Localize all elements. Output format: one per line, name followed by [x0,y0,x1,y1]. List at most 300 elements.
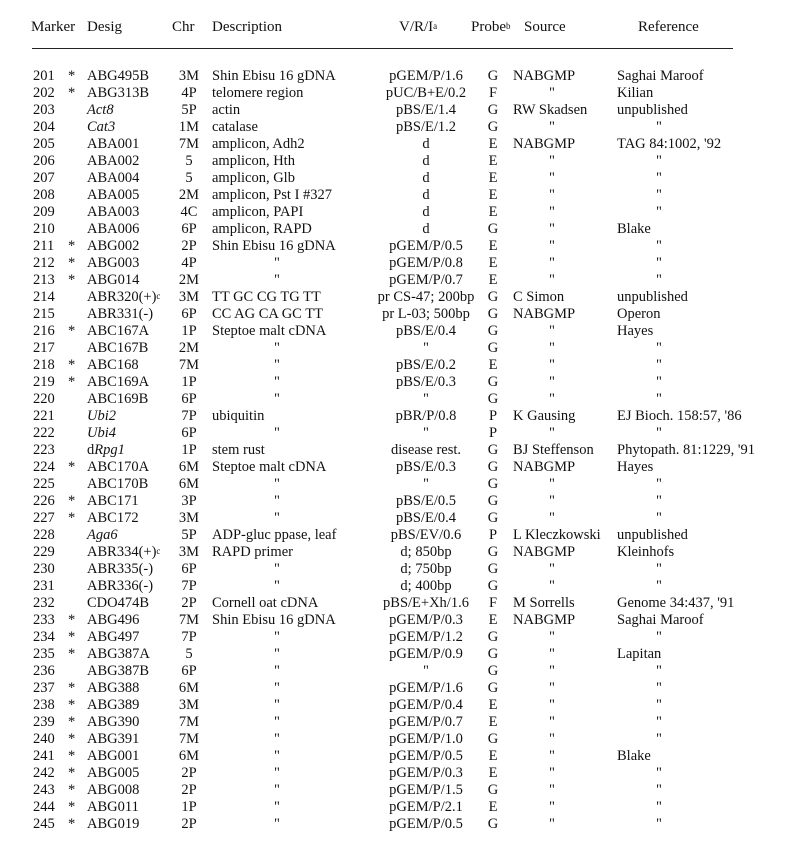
probe-type: G [487,731,499,747]
marker-number: 221 [33,408,55,424]
probe-type: P [488,425,498,441]
vector-restriction-insert: pGEM/P/1.6 [389,68,463,84]
reference: " [656,714,662,730]
source: " [549,765,555,781]
probe-type: P [488,527,498,543]
marker-number: 217 [33,340,55,356]
reference: Phytopath. 81:1229, '91 [617,442,755,458]
marker-number: 234 [33,629,55,645]
vri-label: V/R/I [399,19,434,35]
designation [87,153,139,170]
designation-name: ABG497 [87,629,140,645]
marker-number: 242 [33,765,55,781]
marker-number: 205 [33,136,55,152]
reference: EJ Bioch. 158:57, '86 [617,408,742,424]
description: amplicon, Hth [212,153,295,169]
description: " [274,748,280,764]
designation-name: Act8 [87,102,114,118]
probe-type: G [487,391,499,407]
source: " [549,374,555,390]
core-marker-asterisk: * [68,731,76,747]
description: catalase [212,119,258,135]
marker-number: 210 [33,221,55,237]
vector-restriction-insert: pGEM/P/0.8 [389,255,463,271]
marker-number: 204 [33,119,55,135]
designation [87,765,139,782]
description: ubiquitin [212,408,265,424]
designation-name: ABG005 [87,765,140,781]
vector-restriction-insert: " [423,425,429,441]
chromosome: 4P [181,85,197,101]
vector-restriction-insert: " [423,340,429,356]
vector-restriction-insert: pr CS-47; 200bp [377,289,475,305]
reference: Blake [617,221,651,237]
chromosome: 3M [178,510,200,526]
marker-number: 208 [33,187,55,203]
table-row [0,391,800,408]
chromosome: 1M [178,119,200,135]
designation [87,357,139,374]
table-row [0,459,800,476]
description: " [274,680,280,696]
table-row [0,680,800,697]
core-marker-asterisk: * [68,85,76,101]
vector-restriction-insert: pGEM/P/0.5 [389,238,463,254]
designation-name: ABR335(-) [87,561,154,577]
source: " [549,272,555,288]
reference: " [656,697,662,713]
chromosome: 6P [181,221,197,237]
table-row [0,85,800,102]
designation-name: ABG389 [87,697,140,713]
source: NABGMP [513,612,576,628]
designation-name: ABA004 [87,170,140,186]
vector-restriction-insert: " [423,391,429,407]
reference: Kleinhofs [617,544,675,560]
vector-restriction-insert: pBS/E/1.4 [395,102,457,118]
designation [87,612,139,629]
description: " [274,340,280,356]
source: NABGMP [513,306,576,322]
vector-restriction-insert: " [423,663,429,679]
source: NABGMP [513,136,576,152]
source: K Gausing [513,408,576,424]
reference: " [656,561,662,577]
chromosome: 3M [178,289,200,305]
core-marker-asterisk: * [68,799,76,815]
table-row [0,731,800,748]
table-row [0,408,800,425]
designation-footnote-mark: c [156,291,161,301]
core-marker-asterisk: * [68,255,76,271]
description: " [274,646,280,662]
col-header-description: Description [212,19,282,35]
designation [87,459,149,476]
core-marker-asterisk: * [68,748,76,764]
reference: Hayes [617,323,654,339]
description: " [274,255,280,271]
marker-number: 237 [33,680,55,696]
vector-restriction-insert: pBS/E/0.3 [395,374,457,390]
description: telomere region [212,85,304,101]
probe-type: G [487,663,499,679]
description: ADP-gluc ppase, leaf [212,527,337,543]
designation [87,527,118,544]
designation-name: Aga6 [87,527,118,543]
table-row [0,306,800,323]
table-row [0,323,800,340]
vector-restriction-insert: d [422,204,430,220]
source: NABGMP [513,68,576,84]
vector-restriction-insert: pGEM/P/0.3 [389,612,463,628]
description: " [274,731,280,747]
chromosome: 7M [178,136,200,152]
probe-type: G [487,646,499,662]
description: Steptoe malt cDNA [212,323,327,339]
core-marker-asterisk: * [68,646,76,662]
marker-number: 214 [33,289,55,305]
core-marker-asterisk: * [68,697,76,713]
core-marker-asterisk: * [68,459,76,475]
probe-type: G [487,442,499,458]
core-marker-asterisk: * [68,374,76,390]
vector-restriction-insert: pGEM/P/1.5 [389,782,463,798]
marker-number: 229 [33,544,55,560]
marker-number: 206 [33,153,55,169]
designation [87,102,114,119]
designation [87,816,139,833]
chromosome: 2M [178,187,200,203]
chromosome: 7M [178,714,200,730]
vector-restriction-insert: pGEM/P/0.7 [389,714,463,730]
probe-type: G [487,816,499,832]
source: M Sorrells [513,595,575,611]
reference: unpublished [617,527,688,543]
marker-number: 219 [33,374,55,390]
marker-number: 231 [33,578,55,594]
description: amplicon, PAPI [212,204,304,220]
designation [87,561,153,578]
chromosome: 1P [181,323,197,339]
designation [87,442,125,459]
probe-type: E [488,697,498,713]
marker-number: 209 [33,204,55,220]
description: amplicon, Glb [212,170,295,186]
table-row [0,238,800,255]
probe-type: E [488,170,498,186]
source: " [549,663,555,679]
reference: " [656,731,662,747]
designation [87,340,148,357]
reference: Blake [617,748,651,764]
core-marker-asterisk: * [68,323,76,339]
probe-label: Probe [471,19,506,35]
designation [87,799,139,816]
core-marker-asterisk: * [68,680,76,696]
col-header-marker: Marker [31,19,76,35]
designation [87,697,139,714]
table-row [0,697,800,714]
designation-name: ABC170B [87,476,149,492]
vector-restriction-insert: pBR/P/0.8 [395,408,457,424]
probe-type: F [488,595,498,611]
designation-name: ABC167B [87,340,149,356]
designation [87,255,139,272]
designation [87,680,139,697]
designation-name: ABG001 [87,748,140,764]
marker-number: 215 [33,306,55,322]
chromosome: 5 [185,646,193,662]
chromosome: 6M [178,459,200,475]
source: " [549,85,555,101]
core-marker-asterisk: * [68,357,76,373]
chromosome: 7P [181,629,197,645]
chromosome: 7P [181,408,197,424]
reference: Operon [617,306,661,322]
designation-name: ABG388 [87,680,140,696]
vector-restriction-insert: pGEM/P/1.2 [389,629,463,645]
marker-number: 202 [33,85,55,101]
chromosome: 3M [178,68,200,84]
reference: " [656,578,662,594]
description: stem rust [212,442,265,458]
vector-restriction-insert: pr L-03; 500bp [382,306,470,322]
description: " [274,391,280,407]
vector-restriction-insert: pGEM/P/0.7 [389,272,463,288]
reference: " [656,425,662,441]
reference: Saghai Maroof [617,68,704,84]
core-marker-asterisk: * [68,782,76,798]
vector-restriction-insert: pGEM/P/0.5 [389,816,463,832]
reference: " [656,357,662,373]
table-row [0,204,800,221]
designation-name: ABG019 [87,816,140,832]
table-row [0,221,800,238]
description: " [274,374,280,390]
probe-type: E [488,714,498,730]
source: " [549,391,555,407]
description: " [274,357,280,373]
marker-number: 245 [33,816,55,832]
table-row [0,153,800,170]
designation-name: ABC172 [87,510,139,526]
table-row [0,646,800,663]
description: Cornell oat cDNA [212,595,319,611]
source: " [549,119,555,135]
marker-number: 240 [33,731,55,747]
col-header-chr: Chr [172,19,195,35]
chromosome: 2P [181,765,197,781]
designation-name: ABG014 [87,272,140,288]
source: RW Skadsen [513,102,588,118]
probe-type: G [487,102,499,118]
description: " [274,476,280,492]
marker-number: 224 [33,459,55,475]
reference: " [656,680,662,696]
designation [87,425,116,442]
designation-name: ABG003 [87,255,140,271]
description: amplicon, Pst I #327 [212,187,333,203]
table-row [0,272,800,289]
chromosome: 1P [181,799,197,815]
designation-name: ABG313B [87,85,150,101]
description: Steptoe malt cDNA [212,459,327,475]
source: " [549,493,555,509]
vector-restriction-insert: pGEM/P/0.3 [389,765,463,781]
designation [87,85,149,102]
table-row [0,714,800,731]
vector-restriction-insert: pGEM/P/0.4 [389,697,463,713]
designation [87,323,149,340]
designation [87,119,115,136]
table-row [0,799,800,816]
description: Shin Ebisu 16 gDNA [212,68,336,84]
designation [87,221,139,238]
probe-type: G [487,629,499,645]
probe-footnote-mark: b [506,21,511,31]
marker-number: 244 [33,799,55,815]
core-marker-asterisk: * [68,714,76,730]
table-row [0,578,800,595]
marker-number: 201 [33,68,55,84]
designation [87,731,139,748]
table-row [0,170,800,187]
vector-restriction-insert: pBS/E/0.3 [395,459,457,475]
source: " [549,204,555,220]
source: " [549,255,555,271]
table-row [0,629,800,646]
probe-type: E [488,204,498,220]
designation-name: ABG008 [87,782,140,798]
reference: " [656,119,662,135]
source: " [549,238,555,254]
vector-restriction-insert: d [422,136,430,152]
designation-name: ABC169A [87,374,150,390]
designation [87,170,139,187]
description: " [274,578,280,594]
chromosome: 7M [178,612,200,628]
reference: " [656,765,662,781]
vector-restriction-insert: pBS/E+Xh/1.6 [383,595,469,611]
table-row [0,255,800,272]
description: " [274,697,280,713]
marker-number: 236 [33,663,55,679]
probe-type: G [487,374,499,390]
vector-restriction-insert: d; 750bp [400,561,452,577]
probe-type: F [488,85,498,101]
probe-type: P [488,408,498,424]
table-row [0,612,800,629]
description: amplicon, Adh2 [212,136,305,152]
source: " [549,357,555,373]
reference: Genome 34:437, '91 [617,595,735,611]
marker-number: 239 [33,714,55,730]
description: " [274,629,280,645]
designation [87,748,139,765]
table-row [0,357,800,374]
designation [87,782,139,799]
chromosome: 5 [185,170,193,186]
col-header-source: Source [524,19,566,35]
designation-prefix: d [87,442,95,458]
vector-restriction-insert: disease rest. [390,442,462,458]
description: TT GC CG TG TT [212,289,321,305]
probe-type: G [487,476,499,492]
designation-name: ABG390 [87,714,140,730]
designation-name: ABA005 [87,187,140,203]
vector-restriction-insert: d [422,170,430,186]
chromosome: 6P [181,391,197,407]
description: Shin Ebisu 16 gDNA [212,612,336,628]
source: " [549,340,555,356]
reference: " [656,816,662,832]
vector-restriction-insert: d; 400bp [400,578,452,594]
reference: Hayes [617,459,654,475]
reference: " [656,663,662,679]
reference: " [656,782,662,798]
designation [87,629,139,646]
vector-restriction-insert: pBS/E/0.5 [395,493,457,509]
chromosome: 2P [181,816,197,832]
chromosome: 1P [181,374,197,390]
reference: " [656,340,662,356]
core-marker-asterisk: * [68,612,76,628]
designation [87,578,153,595]
probe-type: G [487,578,499,594]
reference: " [656,255,662,271]
chromosome: 6M [178,476,200,492]
description: " [274,561,280,577]
col-header-desig: Desig [87,19,122,35]
designation-name: ABC167A [87,323,150,339]
designation-name: Rpg1 [94,442,125,458]
description: CC AG CA GC TT [212,306,323,322]
description: amplicon, RAPD [212,221,312,237]
probe-type: G [487,68,499,84]
source: " [549,561,555,577]
table-row [0,102,800,119]
chromosome: 2P [181,595,197,611]
designation-name: ABG496 [87,612,140,628]
chromosome: 6M [178,680,200,696]
designation [87,204,139,221]
vector-restriction-insert: d; 850bp [400,544,452,560]
description: " [274,816,280,832]
vector-restriction-insert: pUC/B+E/0.2 [385,85,467,101]
probe-type: G [487,680,499,696]
chromosome: 6P [181,306,197,322]
chromosome: 5P [181,527,197,543]
marker-number: 226 [33,493,55,509]
source: NABGMP [513,459,576,475]
designation [87,408,116,425]
designation [87,493,139,510]
chromosome: 2M [178,272,200,288]
designation [87,272,139,289]
table-row [0,527,800,544]
core-marker-asterisk: * [68,493,76,509]
designation [87,68,149,85]
table-row [0,68,800,85]
designation [87,289,160,306]
marker-number: 203 [33,102,55,118]
reference: " [656,476,662,492]
vector-restriction-insert: pBS/E/0.2 [395,357,457,373]
description: " [274,493,280,509]
probe-type: G [487,544,499,560]
source: BJ Steffenson [513,442,594,458]
source: " [549,476,555,492]
